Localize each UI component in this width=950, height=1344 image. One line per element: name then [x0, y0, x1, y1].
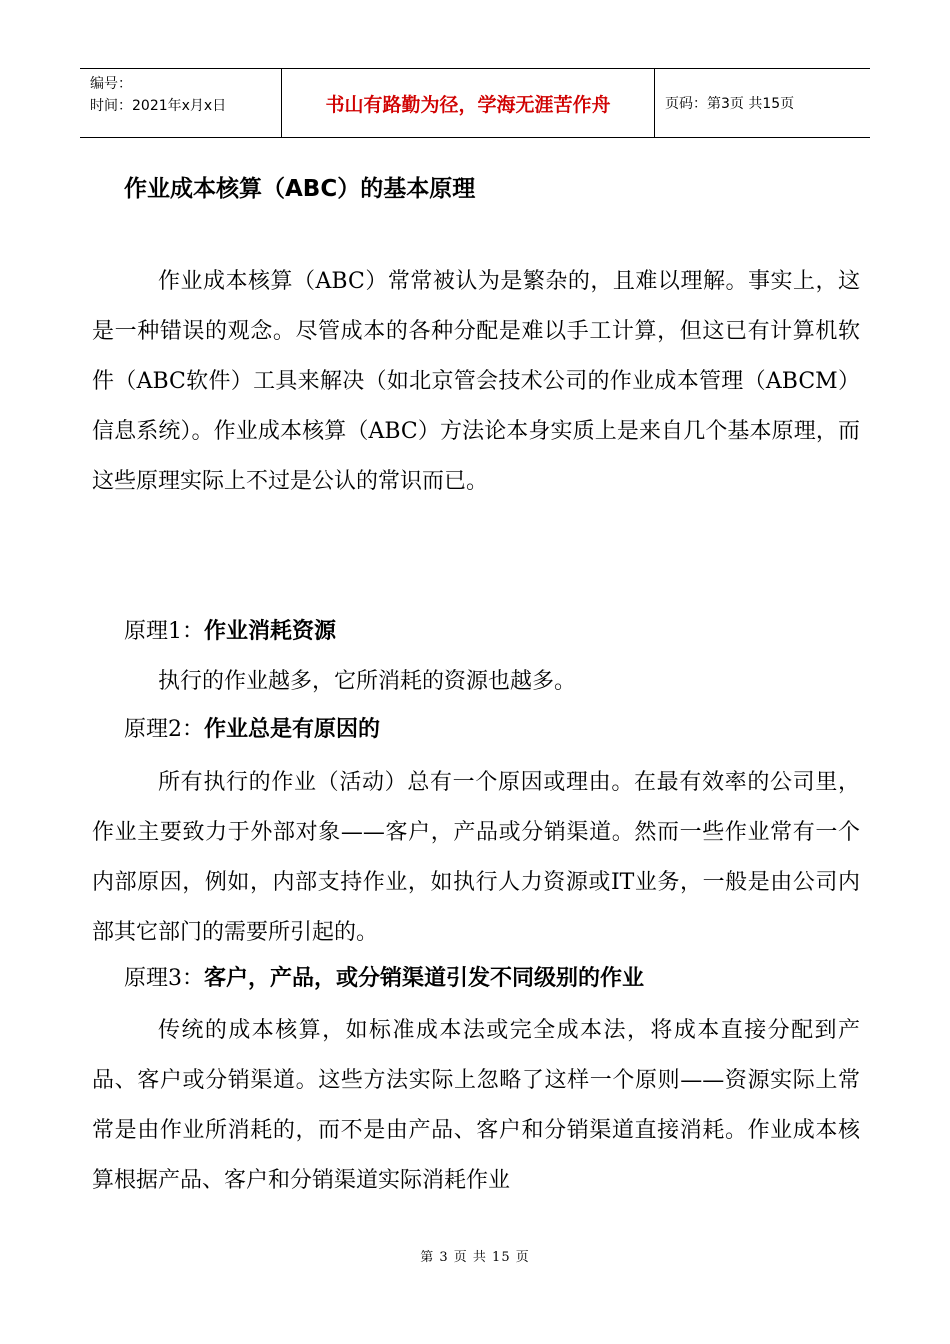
principle-2-heading: [124, 714, 380, 746]
principle-1-heading: [124, 616, 336, 648]
date-label: 时间：2021年x月x日: [90, 98, 227, 114]
intro-paragraph: 作业成本核算（ABC）常常被认为是繁杂的，且难以理解。事实上，这是一种错误的观念。尽管成本的各种分配是难以手工计算，但这已有计算机软件（ABC软件）工具来解决（如北京管会技术公司的作业成本管理（ABCM）信息系统）。作业成本核算（ABC）方法论本身实质上是来自几个基本原理，而这些原理实际上不过是公认的常识而已。: [92, 269, 860, 494]
principle-1-body: 执行的作业越多，它所消耗的资源也越多。: [158, 669, 577, 694]
principle-3-heading: [124, 963, 644, 995]
serial-number-label: 编号：: [90, 76, 132, 92]
principle-label: 原理1：: [124, 619, 204, 644]
principle-2-body: 所有执行的作业（活动）总有一个原因或理由。在最有效率的公司里，作业主要致力于外部对象——客户，产品或分销渠道。然而一些作业常有一个内部原因，例如，内部支持作业，如执行人力资源或IT业务，一般是由公司内部其它部门的需要所引起的。: [92, 770, 860, 945]
principle-label: 原理3：: [124, 966, 204, 991]
header-motto: 书山有路勤为径，学海无涯苦作舟: [282, 69, 655, 137]
principle-title: 作业总是有原因的: [204, 717, 381, 742]
header-meta: [80, 69, 282, 137]
principle-3-body: 传统的成本核算，如标准成本法或完全成本法，将成本直接分配到产品、客户或分销渠道。这些方法实际上忽略了这样一个原则——资源实际上常常是由作业所消耗的，而不是由产品、客户和分销渠道直接消耗。作业成本核算根据产品、客户和分销渠道实际消耗作业: [92, 1018, 860, 1193]
header-page-info: 页码：第3页 共15页: [665, 96, 795, 112]
page-footer: 第 3 页 共 15 页: [420, 1250, 530, 1265]
principle-title: 客户，产品，或分销渠道引发不同级别的作业: [204, 966, 645, 991]
document-title: 作业成本核算（ABC）的基本原理: [124, 176, 476, 202]
page-header: [80, 68, 870, 138]
principle-title: 作业消耗资源: [204, 619, 337, 644]
principle-label: 原理2：: [124, 717, 204, 742]
